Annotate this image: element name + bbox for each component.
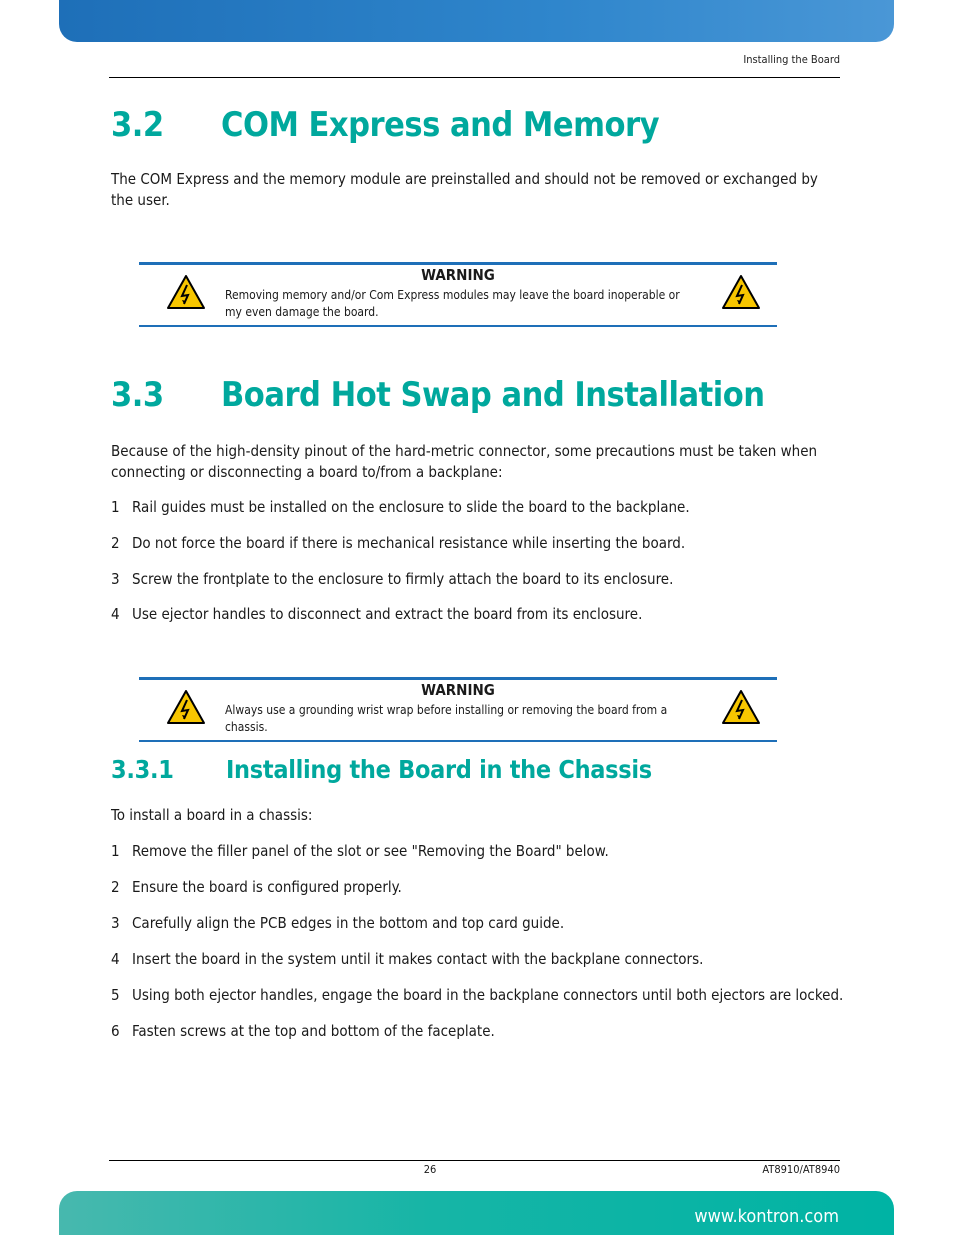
section-title: Board Hot Swap and Installation: [221, 375, 765, 415]
list-text: Remove the filler panel of the slot or see "Removing the Board" below.: [132, 842, 609, 860]
list-text: Fasten screws at the top and bottom of the faceplate.: [132, 1022, 495, 1040]
list-text: Rail guides must be installed on the enclosure to slide the board to the backplane.: [132, 498, 690, 516]
warning-box-grounding: [139, 677, 777, 742]
warning-text: Removing memory and/or Com Express modules may leave the board inoperable or my even damage the board.: [225, 288, 680, 319]
document-id: AT8910/AT8940: [762, 1163, 840, 1176]
list-number: 2: [111, 878, 120, 896]
section-heading-3-2: [111, 105, 659, 145]
warning-box-memory: [139, 262, 777, 327]
list-item: [111, 604, 851, 624]
section-number: 3.2: [111, 105, 164, 145]
footer-rule: [109, 1160, 840, 1161]
list-item: [111, 569, 851, 589]
section-title: COM Express and Memory: [221, 105, 660, 145]
list-item: [111, 913, 851, 933]
list-text: Carefully align the PCB edges in the bottom and top card guide.: [132, 914, 565, 932]
list-number: 4: [111, 605, 120, 623]
list-number: 4: [111, 950, 120, 968]
list-item: [111, 985, 851, 1005]
subsection-intro: To install a board in a chassis:: [111, 806, 313, 824]
section-number: 3.3: [111, 375, 164, 415]
list-item: [111, 533, 851, 553]
subsection-heading-3-3-1: [111, 755, 652, 784]
list-number: 1: [111, 498, 120, 516]
warning-text: Always use a grounding wrist wrap before installing or removing the board from a chassis.: [225, 703, 668, 734]
running-head: Installing the Board: [743, 53, 840, 66]
header-rule: [109, 77, 840, 78]
list-number: 1: [111, 842, 120, 860]
list-text: Insert the board in the system until it makes contact with the backplane connectors.: [132, 950, 704, 968]
top-banner: [59, 0, 894, 42]
list-item: [111, 841, 851, 861]
list-number: 3: [111, 570, 120, 588]
subsection-title: Installing the Board in the Chassis: [226, 755, 652, 784]
list-text: Do not force the board if there is mechanical resistance while inserting the board.: [132, 534, 686, 552]
website-link[interactable]: www.kontron.com: [694, 1206, 839, 1227]
list-text: Use ejector handles to disconnect and extract the board from its enclosure.: [132, 605, 643, 623]
list-number: 5: [111, 986, 120, 1004]
list-item: [111, 877, 851, 897]
list-item: [111, 497, 851, 517]
subsection-number: 3.3.1: [111, 755, 174, 784]
high-voltage-warning-icon: [721, 274, 761, 310]
high-voltage-warning-icon: [721, 689, 761, 725]
section-body: Because of the high-density pinout of the hard-metric connector, some precautions must be taken when connecting or disconnecting a board to/from a backplane:: [111, 442, 818, 481]
list-number: 2: [111, 534, 120, 552]
warning-title: WARNING: [421, 681, 495, 699]
section-heading-3-3: [111, 375, 765, 415]
list-number: 3: [111, 914, 120, 932]
section-body: The COM Express and the memory module are preinstalled and should not be removed or exchanged by the user.: [111, 170, 818, 209]
list-item: [111, 949, 851, 969]
list-text: Ensure the board is configured properly.: [132, 878, 402, 896]
page-number: 26: [423, 1163, 437, 1176]
list-item: [111, 1021, 851, 1041]
warning-title: WARNING: [421, 266, 495, 284]
list-number: 6: [111, 1022, 120, 1040]
list-text: Using both ejector handles, engage the board in the backplane connectors until both ejectors are locked.: [132, 986, 844, 1004]
bottom-banner: [59, 1191, 894, 1235]
list-text: Screw the frontplate to the enclosure to firmly attach the board to its enclosure.: [132, 570, 674, 588]
